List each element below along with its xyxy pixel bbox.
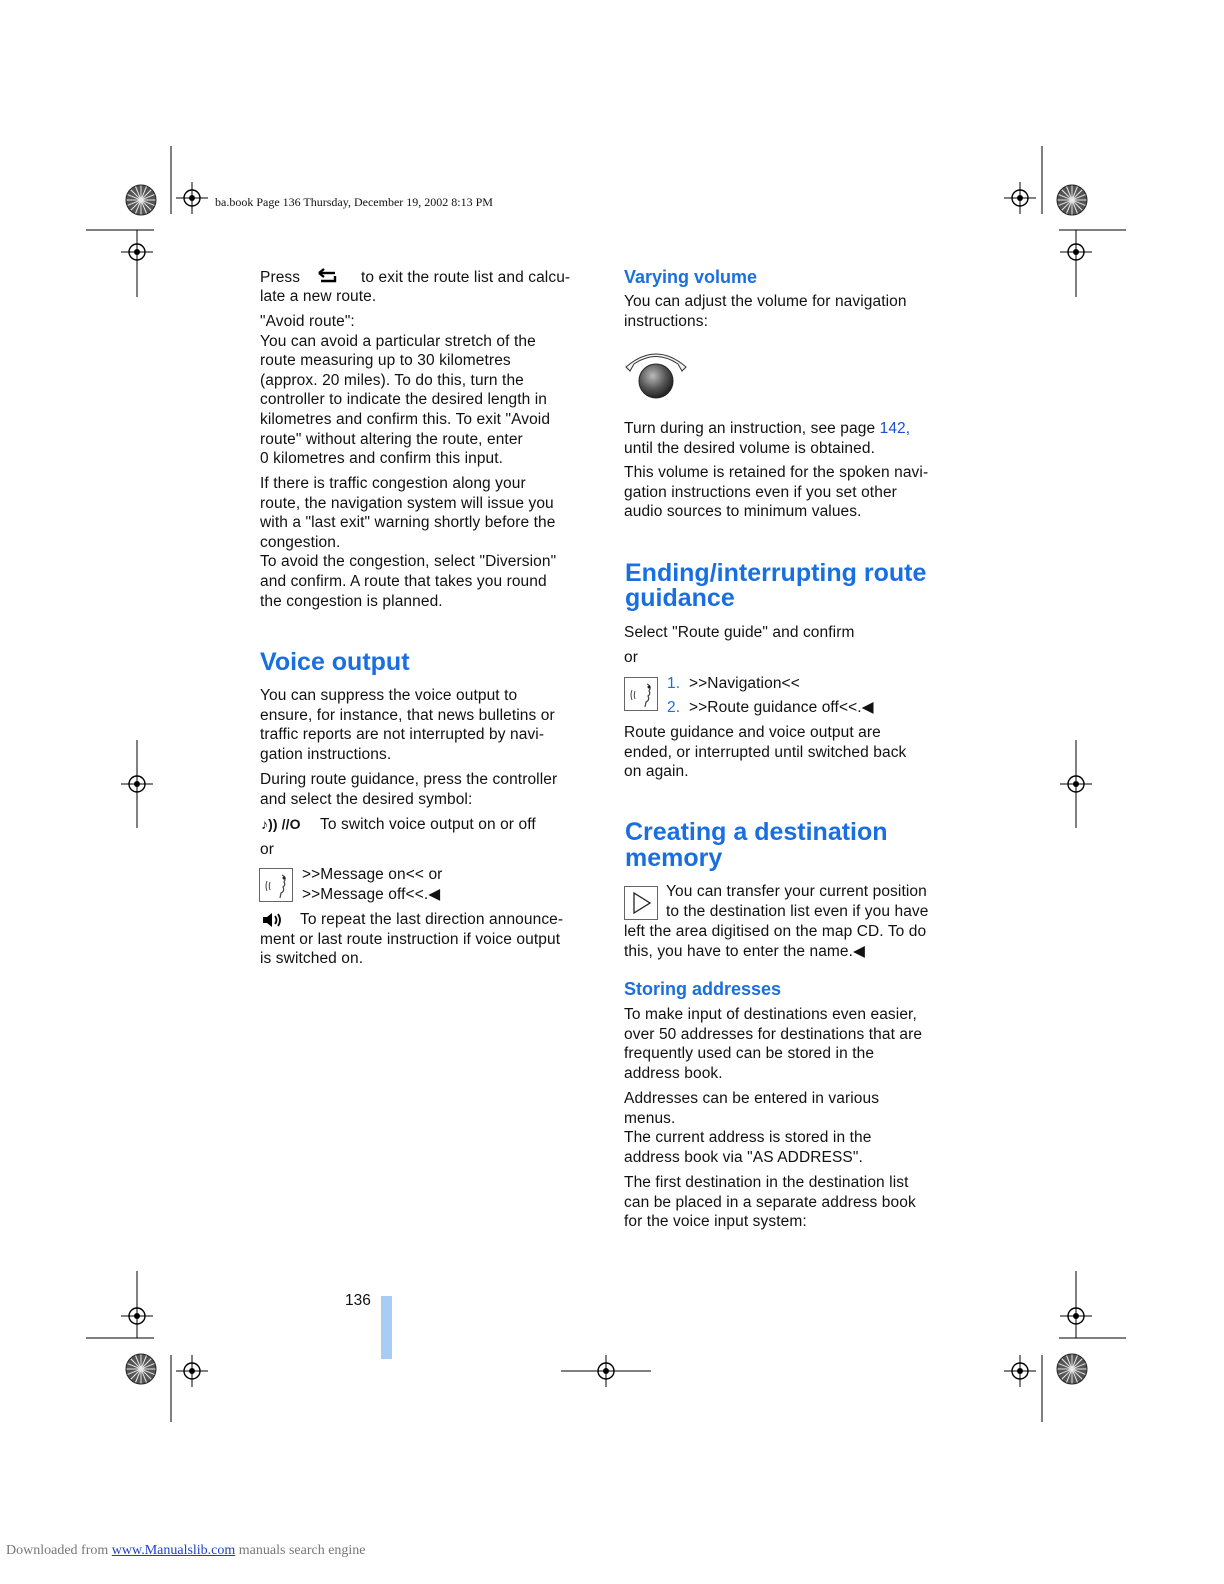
text-line: instructions: [624,312,708,330]
step-1-number: 1. [667,675,681,692]
print-header: ba.book Page 136 Thursday, December 19, 2002 8:13 PM [215,195,493,209]
text-line: audio sources to minimum values. [624,503,862,521]
repeat-line-2: ment or last route instruction if voice output [260,931,561,948]
press-pre: Press [260,269,301,286]
note-triangle-icon [624,886,658,920]
text-line: frequently used can be stored in the [624,1045,875,1063]
text-line: (approx. 20 miles). To do this, turn the [260,371,524,389]
creating-heading-line-1: Creating a destination [625,818,888,846]
first-destination-paragraph [624,1173,916,1232]
text-line: menus. [624,1109,676,1127]
step-1-text: >>Navigation<< [689,675,800,692]
page-number-bar [381,1296,392,1359]
retained-paragraph [624,463,928,522]
comma: , [905,420,911,437]
text-line: You can suppress the voice output to [260,687,518,704]
back-arrow-icon [315,267,349,283]
text-line: You can adjust the volume for navigation [624,293,907,310]
download-footer [6,1543,366,1559]
transfer-line-1: You can transfer your current position [666,883,927,900]
repeat-line-1: To repeat the last direction announce- [300,911,564,928]
text-line: with a "last exit" warning shortly before the [260,514,556,532]
text-line: 0 kilometres and confirm this input. [260,450,504,468]
select-route-guide: Select "Route guide" and confirm [624,624,855,641]
page-link[interactable]: 142 [879,420,906,437]
text-line: traffic reports are not interrupted by navi- [260,726,545,744]
text-line: To avoid the congestion, select "Diversion" [260,553,557,571]
manualslib-link[interactable]: www.Manualslib.com [111,1543,236,1558]
text-line: and confirm. A route that takes you round [260,572,547,590]
repeat-line-3: is switched on. [260,950,364,967]
footer-suffix: manuals search engine [235,1543,366,1558]
text-line: address book. [624,1064,723,1082]
voice-toggle-text: To switch voice output on or off [320,816,536,833]
text-line: ended, or interrupted until switched back [624,743,907,761]
step-2-text: >>Route guidance off<<.◀ [689,699,874,716]
ending-heading-line-2: guidance [625,584,735,612]
text-line: can be placed in a separate address book [624,1193,916,1211]
ended-paragraph [624,723,906,782]
transfer-line-3: left the area digitised on the map CD. To do [624,923,927,940]
voice-toggle-symbol: ♪)) //O [261,816,301,832]
text-line: route, the navigation system will issue you [260,494,554,512]
text-line: the congestion is planned. [260,592,443,610]
voice-command-icon [259,868,293,902]
varying-volume-heading: Varying volume [624,267,758,287]
voice-command-icon-2 [624,677,658,711]
or-text: or [260,841,274,858]
storing-paragraph [624,1005,922,1083]
text-line: route" without altering the route, enter [260,430,523,448]
text-line: gation instructions. [260,745,392,763]
transfer-line-2: to the destination list even if you have [666,903,929,920]
entered-paragraph [624,1089,879,1167]
step-2-number: 2. [667,699,681,716]
text-line: Addresses can be entered in various [624,1090,880,1107]
step-1 [667,674,800,694]
text-line: kilometres and confirm this. To exit "Avoid [260,410,551,428]
text-line: ensure, for instance, that news bulletins or [260,706,555,724]
text-line: on again. [624,763,689,781]
press-line [260,267,570,288]
storing-addresses-heading: Storing addresses [624,979,782,999]
transfer-line-4: this, you have to enter the name.◀ [624,943,866,960]
text-line: for the voice input system: [624,1213,807,1231]
voice-output-heading: Voice output [260,648,410,676]
text-line: address book via "AS ADDRESS". [624,1148,863,1166]
page-number: 136 [345,1292,371,1309]
text-line: "Avoid route": [260,313,355,330]
traffic-paragraph [260,474,556,611]
text-line: congestion. [260,533,341,551]
varying-paragraph [624,292,907,331]
or-text-2: or [624,649,638,666]
text-line: controller to indicate the desired length in [260,391,548,409]
message-on: >>Message on<< or [302,866,443,883]
text-line: The first destination in the destination list [624,1174,909,1191]
step-2 [667,698,874,718]
text-line: This volume is retained for the spoken navi- [624,464,929,481]
ending-heading-line-1: Ending/interrupting route [625,559,927,587]
turn-line-1 [624,419,910,439]
voice-paragraph [260,686,555,764]
text-line: gation instructions even if you set other [624,483,897,501]
press-line-2: late a new route. [260,288,377,305]
message-off: >>Message off<<.◀ [302,886,441,903]
text-line: The current address is stored in the [624,1129,872,1147]
text-line: Route guidance and voice output are [624,724,881,741]
text-line: over 50 addresses for destinations that are [624,1025,923,1043]
avoid-route-paragraph [260,312,550,469]
volume-knob-icon [622,345,690,406]
during-paragraph [260,770,557,809]
turn-text: Turn during an instruction, see page [624,420,880,437]
text-line: and select the desired symbol: [260,790,473,808]
creating-heading-line-2: memory [625,844,723,872]
footer-prefix: Downloaded from [6,1543,112,1558]
press-post: to exit the route list and calcu- [360,269,571,286]
text-line: During route guidance, press the controller [260,771,558,788]
text-line: If there is traffic congestion along your [260,475,526,492]
text-line: You can avoid a particular stretch of the [260,332,536,350]
text-line: route measuring up to 30 kilometres [260,352,511,370]
turn-line-2: until the desired volume is obtained. [624,440,875,457]
text-line: To make input of destinations even easier, [624,1006,917,1023]
